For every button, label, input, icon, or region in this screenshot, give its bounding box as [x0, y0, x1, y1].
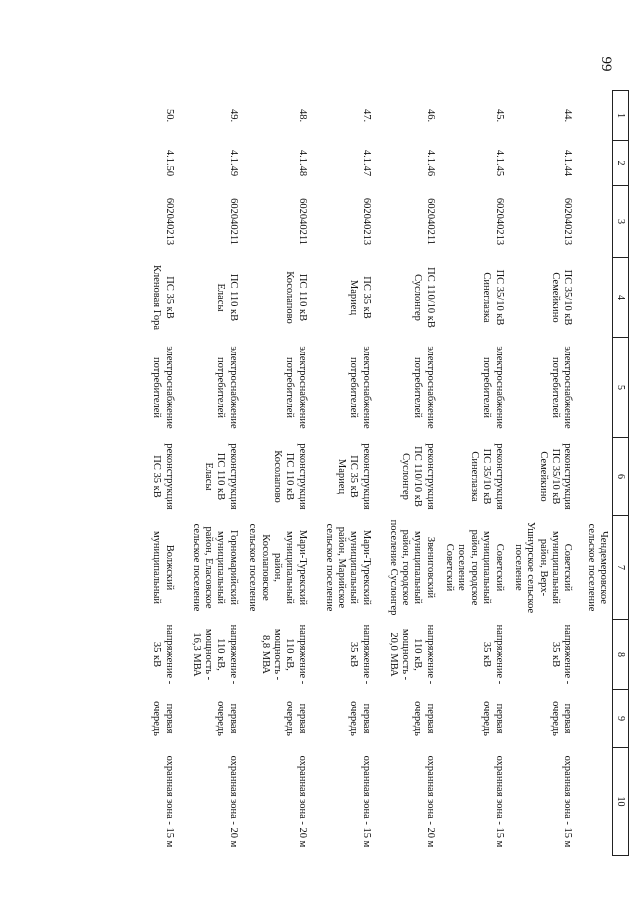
row-object: ПС 35 кВ Кленовая Гора: [151, 264, 175, 330]
row-object: ПС 110 кВ Еласы: [215, 273, 239, 322]
row-object: ПС 35 кВ Мариец: [348, 276, 372, 319]
row-oktmo: 602040211: [424, 198, 436, 245]
row-code: 4.1.44: [562, 149, 574, 177]
row-code: 4.1.49: [227, 149, 239, 177]
row-code: 4.1.45: [493, 149, 505, 177]
row-oktmo: 602040213: [360, 197, 372, 246]
row-zone: охранная зона - 20 м: [296, 755, 308, 848]
row-location: Советский муниципальный район, Верх-Ушнурское сельское поселение: [513, 521, 574, 614]
row-queue: первая очередь: [348, 701, 372, 736]
header-col-2: 2: [613, 141, 629, 186]
row-object: ПС 35/10 кВ Семейкино: [550, 269, 574, 326]
row-number: 44.: [562, 108, 574, 123]
table-row: [375, 91, 439, 856]
row-purpose: электроснабжение потребителей: [481, 346, 505, 429]
table-row: [508, 91, 577, 856]
row-location: Мари-Турекский муниципальный район, Марийское сельское поселение: [323, 523, 372, 612]
row-queue: первая очередь: [550, 701, 574, 736]
row-work: реконструкция ПС 35 кВ Мариец: [336, 443, 372, 510]
row-queue: первая очередь: [412, 701, 436, 736]
row-code: 4.1.46: [424, 149, 436, 177]
row-object: ПС 110 кВ Косолапово: [284, 271, 308, 324]
row-zone: охранная зона - 20 м: [227, 755, 239, 848]
row-work: реконструкция ПС 110 кВ Еласы: [203, 443, 239, 510]
row-location: Горномарийский муниципальный район, Еласовское сельское поселение: [190, 523, 239, 612]
row-params: напряжение - 35 кВ: [550, 624, 574, 685]
table-row: [311, 91, 375, 856]
row-purpose: электроснабжение потребителей: [412, 346, 436, 429]
row-purpose: электроснабжение потребителей: [215, 346, 239, 429]
row-code: 4.1.50: [163, 149, 175, 177]
header-col-4: 4: [613, 258, 629, 338]
row-zone: охранная зона - 15 м: [163, 755, 175, 848]
row-number: 47.: [360, 108, 372, 123]
continuation-location: Чендемеровское сельское поселение: [585, 523, 609, 612]
row-queue: первая очередь: [151, 701, 175, 736]
row-purpose: электроснабжение потребителей: [348, 346, 372, 429]
row-oktmo: 602040211: [227, 198, 239, 245]
table-row: [439, 91, 508, 856]
row-code: 4.1.47: [360, 149, 372, 177]
row-queue: первая очередь: [215, 701, 239, 736]
header-col-7: 7: [613, 516, 629, 620]
header-col-8: 8: [613, 620, 629, 690]
row-code: 4.1.48: [296, 149, 308, 177]
row-number: 50.: [163, 108, 175, 123]
header-col-3: 3: [613, 186, 629, 258]
row-location: Волжский муниципальный: [151, 530, 175, 605]
header-col-6: 6: [613, 438, 629, 516]
table-row: [178, 91, 242, 856]
row-oktmo: 602040211: [296, 198, 308, 245]
header-col-5: 5: [613, 338, 629, 438]
header-col-9: 9: [613, 690, 629, 748]
row-number: 49.: [227, 108, 239, 123]
row-queue: первая очередь: [481, 701, 505, 736]
row-params: напряжение - 110 кВ, мощность - 8,8 МВА: [259, 624, 308, 685]
row-work: реконструкция ПС 35/10 кВ Семейкино: [537, 443, 574, 510]
row-purpose: электроснабжение потребителей: [550, 346, 574, 429]
row-params: напряжение - 35 кВ: [481, 624, 505, 685]
row-location: Советский муниципальный район, городское поселение Советский: [444, 529, 505, 606]
row-location: Мари-Турекский муниципальный район, Косолаповское сельское поселение: [247, 523, 308, 612]
row-params: напряжение - 110 кВ, мощность - 20,0 МВА: [387, 624, 436, 685]
row-location: Звениговский муниципальный район, городское поселение Суслонгер: [387, 519, 436, 616]
header-col-10: 10: [613, 748, 629, 856]
row-work: реконструкция ПС 110 кВ Косолапово: [272, 443, 308, 510]
row-number: 46.: [424, 108, 436, 123]
row-work: реконструкция ПС 35/10 кВ Синеглазка: [468, 443, 505, 510]
continuation-row: [577, 91, 613, 856]
row-work: реконструкция ПС 110/10 кВ Суслонгер: [400, 443, 436, 510]
table-row: [242, 91, 311, 856]
row-params: напряжение - 35 кВ: [151, 624, 175, 685]
row-zone: охранная зона - 15 м: [360, 755, 372, 848]
row-params: напряжение - 35 кВ: [348, 624, 372, 685]
objects-table: [114, 90, 629, 856]
row-number: 45.: [493, 108, 505, 123]
row-zone: охранная зона - 15 м: [562, 755, 574, 848]
row-work: реконструкция ПС 35 кВ: [151, 443, 175, 510]
row-number: 48.: [296, 108, 308, 123]
page-number: 99: [598, 56, 615, 72]
row-purpose: электроснабжение потребителей: [151, 346, 175, 429]
row-object: ПС 110/10 кВ Суслонгер: [412, 267, 436, 328]
table-row: [114, 91, 178, 856]
row-oktmo: 602040213: [493, 197, 505, 246]
header-row: [613, 91, 629, 856]
row-zone: охранная зона - 20 м: [424, 755, 436, 848]
row-oktmo: 602040213: [562, 197, 574, 246]
row-zone: охранная зона - 15 м: [493, 755, 505, 848]
row-queue: первая очередь: [284, 701, 308, 736]
rotated-table-wrapper: [120, 90, 629, 855]
row-object: ПС 35/10 кВ Синеглазка: [481, 269, 505, 326]
header-col-1: 1: [613, 91, 629, 141]
row-params: напряжение - 110 кВ, мощность - 16,3 МВА: [190, 624, 239, 685]
row-purpose: электроснабжение потребителей: [284, 346, 308, 429]
row-oktmo: 602040213: [163, 197, 175, 246]
